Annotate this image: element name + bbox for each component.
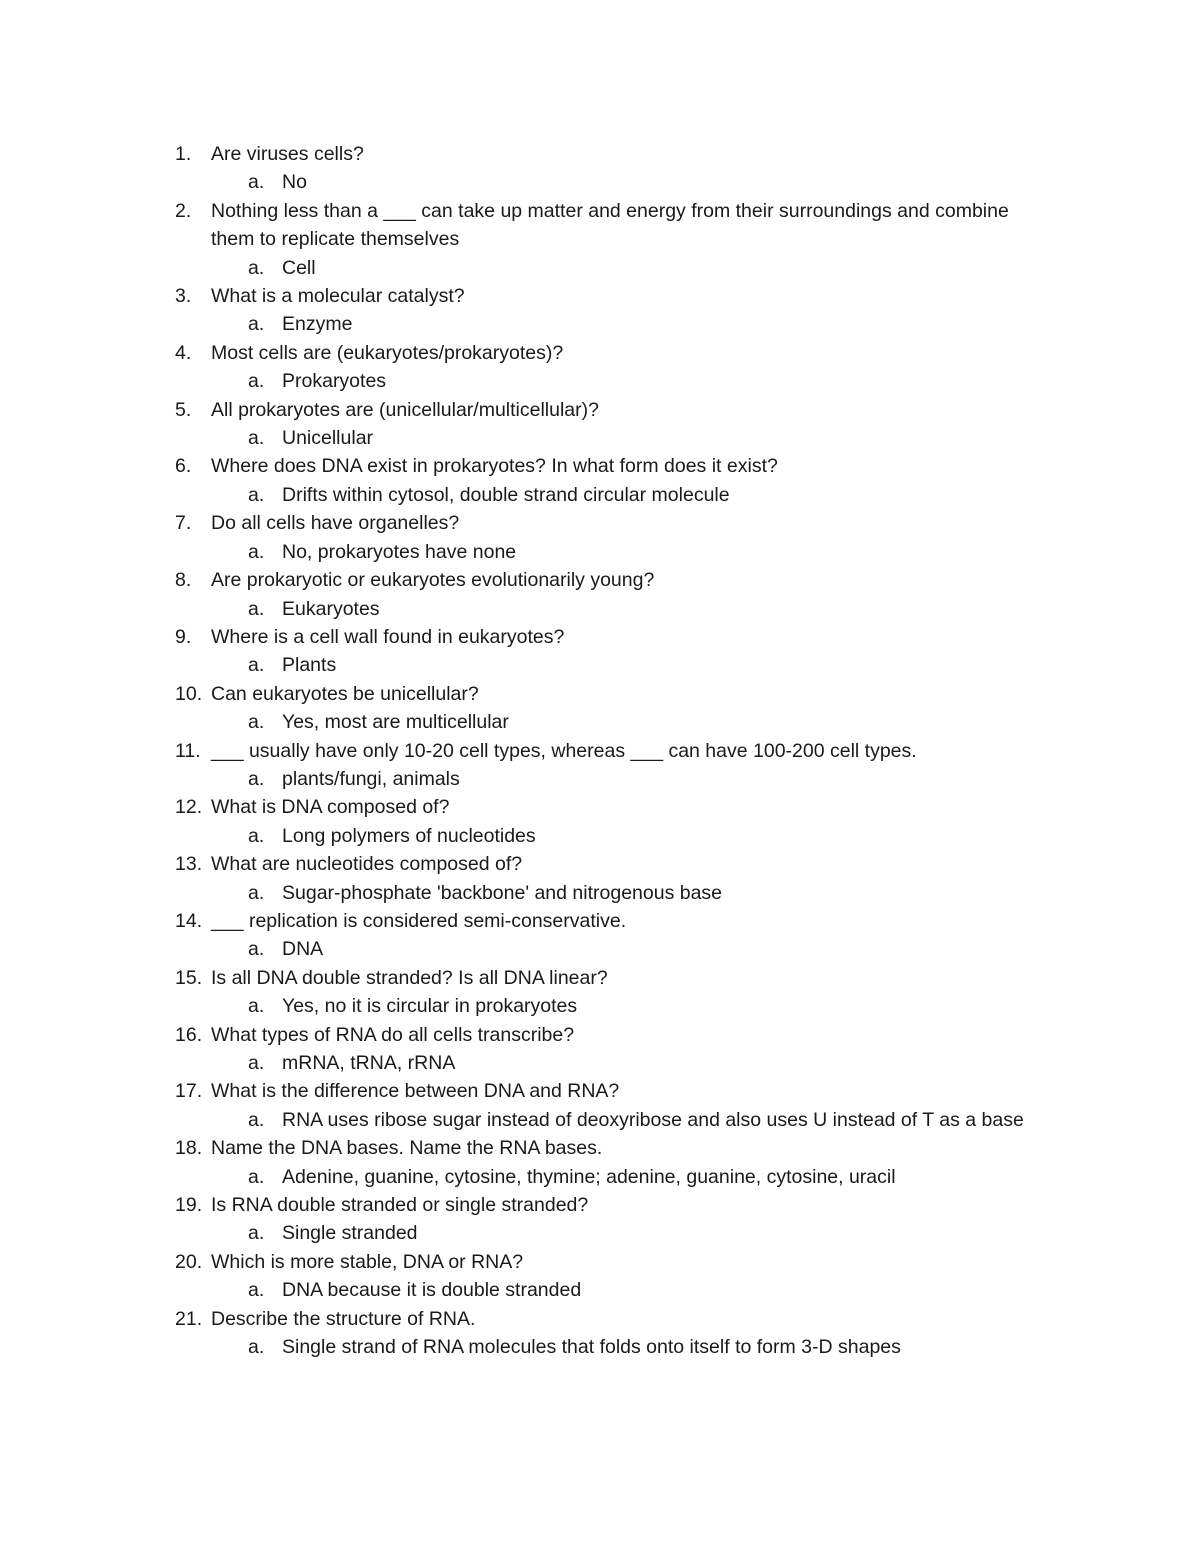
list-item: [0, 1248, 1200, 1305]
question-text: Do all cells have organelles?: [211, 512, 460, 535]
answer-text: RNA uses ribose sugar instead of deoxyribose and also uses U instead of T as a base: [282, 1108, 1024, 1131]
question: [0, 1077, 1200, 1105]
question: [0, 793, 1200, 821]
answer-letter: a.: [248, 1108, 265, 1131]
list-item: [0, 452, 1200, 509]
answer-text: Single strand of RNA molecules that folds onto itself to form 3-D shapes: [282, 1336, 901, 1359]
answer-letter: a.: [248, 1222, 265, 1245]
answer: [0, 935, 1200, 963]
question-number: 2.: [175, 199, 192, 222]
answer-text: Sugar-phosphate 'backbone' and nitrogenous base: [282, 881, 723, 904]
answer: [0, 765, 1200, 793]
question-text: Is all DNA double stranded? Is all DNA linear?: [211, 966, 608, 989]
answer-letter: a.: [248, 483, 265, 506]
answer-letter: a.: [248, 171, 265, 194]
answer-letter: a.: [248, 767, 265, 790]
question-number: 20.: [175, 1250, 203, 1273]
answer: [0, 1333, 1200, 1361]
question: [0, 964, 1200, 992]
answer: [0, 1276, 1200, 1304]
question-text: ___ replication is considered semi-conservative.: [211, 909, 627, 932]
question-number: 3.: [175, 285, 192, 308]
list-item: [0, 396, 1200, 453]
list-item: [0, 680, 1200, 737]
question-number: 12.: [175, 796, 203, 819]
question-text: Are prokaryotic or eukaryotes evolutionarily young?: [211, 569, 655, 592]
question-text: Name the DNA bases. Name the RNA bases.: [211, 1137, 603, 1160]
answer-letter: a.: [248, 1279, 265, 1302]
question: [0, 680, 1200, 708]
question: [0, 737, 1200, 765]
list-item: [0, 282, 1200, 339]
answer: [0, 822, 1200, 850]
answer-letter: a.: [248, 597, 265, 620]
answer-text: Prokaryotes: [282, 370, 387, 393]
question: [0, 339, 1200, 367]
answer-letter: a.: [248, 711, 265, 734]
list-item: [0, 509, 1200, 566]
question-number: 18.: [175, 1137, 203, 1160]
answer-text: Eukaryotes: [282, 597, 380, 620]
answer-letter: a.: [248, 995, 265, 1018]
list-item: [0, 1191, 1200, 1248]
answer-text: DNA because it is double stranded: [282, 1279, 582, 1302]
answer-text: Single stranded: [282, 1222, 418, 1245]
question: [0, 396, 1200, 424]
question: [0, 282, 1200, 310]
answer-letter: a.: [248, 1336, 265, 1359]
answer-letter: a.: [248, 938, 265, 961]
answer-letter: a.: [248, 256, 265, 279]
question-number: 8.: [175, 569, 192, 592]
question: [0, 850, 1200, 878]
answer-text: Unicellular: [282, 427, 374, 450]
answer-letter: a.: [248, 881, 265, 904]
question-number: 16.: [175, 1023, 203, 1046]
answer: [0, 595, 1200, 623]
question-number: 19.: [175, 1194, 203, 1217]
question: [0, 1021, 1200, 1049]
answer-text: DNA: [282, 938, 324, 961]
question-text: Where does DNA exist in prokaryotes? In what form does it exist?: [211, 455, 778, 478]
question-number: 1.: [175, 143, 192, 165]
question-text: Where is a cell wall found in eukaryotes?: [211, 625, 565, 648]
question-text: Which is more stable, DNA or RNA?: [211, 1250, 524, 1273]
list-item: [0, 140, 1200, 197]
answer-letter: a.: [248, 654, 265, 677]
question-number: 5.: [175, 398, 192, 421]
answer-letter: a.: [248, 1165, 265, 1188]
question-text: What is DNA composed of?: [211, 796, 450, 819]
answer-text: Yes, no it is circular in prokaryotes: [282, 995, 578, 1018]
question-text: Are viruses cells?: [211, 143, 364, 165]
question-text: What are nucleotides composed of?: [211, 853, 523, 876]
answer-letter: a.: [248, 824, 265, 847]
question: [0, 566, 1200, 594]
answer: [0, 310, 1200, 338]
answer-text: Plants: [282, 654, 337, 677]
answer-letter: a.: [248, 370, 265, 393]
question-number: 15.: [175, 966, 203, 989]
list-item: [0, 339, 1200, 396]
answer: [0, 992, 1200, 1020]
answer-text: Drifts within cytosol, double strand circular molecule: [282, 483, 730, 506]
answer-letter: a.: [248, 540, 265, 563]
question-text: Nothing less than a ___ can take up matter and energy from their surroundings and combine them to replicate themselves: [211, 199, 1009, 251]
question: [0, 907, 1200, 935]
question: [0, 140, 1200, 168]
answer: [0, 1219, 1200, 1247]
question-list: [0, 140, 1200, 1361]
answer: [0, 538, 1200, 566]
answer: [0, 651, 1200, 679]
answer-text: Cell: [282, 256, 316, 279]
list-item: [0, 566, 1200, 623]
answer: [0, 367, 1200, 395]
answer: [0, 424, 1200, 452]
list-item: [0, 850, 1200, 907]
question-number: 4.: [175, 341, 192, 364]
answer: [0, 1049, 1200, 1077]
list-item: [0, 197, 1200, 282]
answer-letter: a.: [248, 313, 265, 336]
question-text: All prokaryotes are (unicellular/multicellular)?: [211, 398, 599, 421]
question: [0, 509, 1200, 537]
question: [0, 1191, 1200, 1219]
answer-text: Yes, most are multicellular: [282, 711, 509, 734]
list-item: [0, 1021, 1200, 1078]
answer-text: plants/fungi, animals: [282, 767, 460, 790]
question-number: 14.: [175, 909, 203, 932]
answer-letter: a.: [248, 427, 265, 450]
question: [0, 1134, 1200, 1162]
question-number: 21.: [175, 1307, 203, 1330]
list-item: [0, 1134, 1200, 1191]
list-item: [0, 964, 1200, 1021]
question-text: What is the difference between DNA and RNA?: [211, 1080, 620, 1103]
answer-text: Long polymers of nucleotides: [282, 824, 536, 847]
list-item: [0, 737, 1200, 794]
answer-letter: a.: [248, 1052, 265, 1074]
list-item: [0, 907, 1200, 964]
question-number: 9.: [175, 625, 192, 648]
question-number: 13.: [175, 853, 203, 876]
answer-text: No: [282, 171, 307, 194]
answer-text: No, prokaryotes have none: [282, 540, 517, 563]
question-text: What types of RNA do all cells transcribe?: [211, 1023, 575, 1046]
question-text: ___ usually have only 10-20 cell types, whereas ___ can have 100-200 cell types.: [211, 739, 917, 762]
answer: [0, 481, 1200, 509]
question-text: Most cells are (eukaryotes/prokaryotes)?: [211, 341, 564, 364]
question: [0, 623, 1200, 651]
answer-text: mRNA, tRNA, rRNA: [282, 1052, 456, 1074]
list-item: [0, 623, 1200, 680]
list-item: [0, 793, 1200, 850]
question-number: 11.: [175, 739, 201, 762]
answer: [0, 168, 1200, 196]
question-number: 10.: [175, 682, 203, 705]
question-text: Is RNA double stranded or single stranded?: [211, 1194, 589, 1217]
list-item: [0, 1077, 1200, 1134]
answer-text: Enzyme: [282, 313, 353, 336]
question-text: Can eukaryotes be unicellular?: [211, 682, 479, 705]
answer: [0, 1106, 1200, 1134]
question: [0, 452, 1200, 480]
question: [0, 197, 1200, 254]
answer-text: Adenine, guanine, cytosine, thymine; adenine, guanine, cytosine, uracil: [282, 1165, 896, 1188]
question-number: 6.: [175, 455, 192, 478]
question-text: Describe the structure of RNA.: [211, 1307, 476, 1330]
answer: [0, 1163, 1200, 1191]
answer: [0, 708, 1200, 736]
question-number: 7.: [175, 512, 192, 535]
question-text: What is a molecular catalyst?: [211, 285, 465, 308]
list-item: [0, 1305, 1200, 1362]
answer: [0, 879, 1200, 907]
answer: [0, 254, 1200, 282]
question: [0, 1248, 1200, 1276]
question-number: 17.: [175, 1080, 203, 1103]
question: [0, 1305, 1200, 1333]
